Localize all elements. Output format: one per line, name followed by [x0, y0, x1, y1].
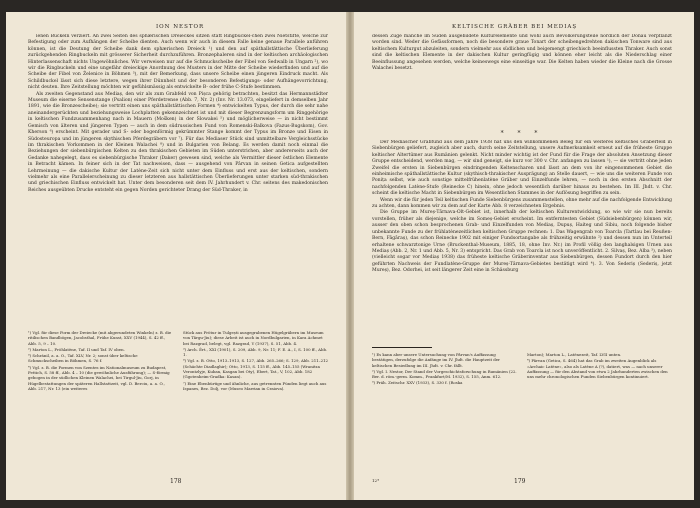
- right-main-text: [372, 140, 672, 340]
- left-page: [6, 12, 350, 500]
- page-number-left: 178: [170, 478, 182, 485]
- left-paragraph: Als zweiten Gegenstand aus Mediaș, den wir als zum Grabfeld von Pișca gehörig betrachten, besitzt das Hermannstädter Museum die eiserne Sensenstange (Psalion) einer Pferdetrense (Abb. 7, Nr. 2) (Inv. Nr. 13.073, eingeliefert in demselben Jahr 1891, wie die Bronzescheibe); sie vertritt einen uns späthallstättischen Formen ⁴) entwickelten Typus, der durch die sehr nahe aneinandergerückten und beziehungsweise Lochplatten gekennzeichnet ist und mit dieser Begrenzungsform um Ringgehörige in keltischen Fundzusammenhang nach in Mauern (Mošken) in der Slowakei ⁵) und möglicherweise — in nicht bestimmt Gemisch von älteren und jüngeren Typen — auch in dem südrussischen Fund von Romenski-Balkova (Fazus-Bugskom), Gov. Kherson ⁶) erscheint. Mit gerader und S- oder bogenförmig gekrümmter Stange kommt der Typus im Bronze und Eisen in Südosteuropa und im jüngeren skythischen Pferdegräbern vor ⁷). Für das Mediaser Stück sind unmittelbare Vergleichsstücke im thrakischen Vorkommen in der Kleinen Walachei ⁸) und in Bulgarien von Belang. Es werden damit noch einmal die Beziehungen der siebenbürgischen Kelten zu den thrakischen Gebieten im Süden unterstrichen, aber andererseits auch der Gedanke nahegelegt, dass es siebenbürgische Thraker (Daker) gewesen sind, welche als Vermittler dieser östlichen Elemente in Betracht kämen. In feiner sich in der Tat nachweisen, dass — ausgehend von Pârvan in seinen Getica aufgestellten Lehrmeinung — die dakische Kultur der Latène-Zeit sich nicht unter dem Einfluss und erst aus der keltischen, sondern vielmehr als eine Parallelerscheinung zu dieser letzteren aus hallstättischen Überlieferungen unter starken süd-thrakischen und griechischen Einfluss entwickelt hat. Unter dem besonderen seit dem IV. Jahrhundert v. Chr. seitens des makedonischen Reiches ausgeübten Drucke entsteht ein gegen Norden gerichteter Drang der Süd-Thraker, in: [28, 91, 328, 193]
- left-body-text: [28, 34, 328, 324]
- footnote: ⁶) Vgl. z. B. Otto, 1913–1913, S. 127, Abb. 265–266; S. 129, Abb. 211–212 (Schächte Diadlaghir); Otto, 1913, S. 115 ff., Abb. 145–155 (Wranitza Verontzlyje, Kuban, Kasgan bei Oty), Ebert, Tat., V, 102, Abb. 182 (Ggotenheim-Gradka: Kasan).: [183, 358, 328, 380]
- footnote: ⁷) Eine Ebenbürtige und ähnliche, aus getrennten Fünden liegt auch aus Ispanes, Bez. Dolj, vor (Museo Marrian in Craiova).: [183, 380, 327, 391]
- footnote: ²) Marton L., Fröhlatène, Taf. II und Taf. IV oben.: [28, 346, 125, 352]
- footnote: ³) Präh. Zeitschr. XXV (1933), S. 330 f. (Roska: [372, 380, 463, 386]
- page-number-right: 179: [514, 478, 526, 485]
- book-gutter: [346, 12, 354, 500]
- sheet-mark: 12*: [372, 478, 380, 483]
- footnote: Marton); Marton L., Latènezeit, Taf. LVII unten.: [527, 352, 622, 357]
- footnote: ³) Schránil, a. a. O., Taf. XLV, Nr. 2; sonst über keltische Schmuckscheiben in Böhmen, S. 76 f.: [28, 353, 138, 364]
- right-paragraph: Der Mediascher Grabfund aus dem Jahre 1938 hat uns den willkommenen Beleg für ein weiteres keltisches Gräberfeld in Siebenbürgen geliefert, zugleich aber auch, durch seine Zeitstellung, unsere Aufmerksamkeit erneut auf die früheste Gruppe keltischer Altertümer aus Rumänien gelenkt. Nicht minder wichtig ist der Fund für die Frage der absoluten Ansetzung dieser Gruppe entscheidend, werden mag, — wir sind geneigt, sie kurz vor 300 v. Chr. anfangen zu lassen ¹), — sie vertritt ohne jeden Zweifel die ersten in Siebenbürgen eindringenden Keltenscharen und lässt an dem von ihr eingenommenen Gebiet die einheimische späthallstättische Kultur (skythisch-thrakischer Ausprägung) an Stelle dauert, — wie uns die weiteren Funde von Ponița selbst, wie auch sonstige mittelfrühenlatène Gräber und Einzelfunde lehren, — noch in den ersten Abschnitt der nachfolgenden Latène-Stufe (Reinecke C) hinein, ohne jedoch wesentlich darüber hinaus zu bestehen. Im III. Jhdt. v. Chr. scheint die keltische Macht in Siebenbürgen im Wesentlichen Stammes in der Auflösung begriffen zu sein.: [372, 140, 672, 197]
- right-paragraph: Wenn wir die für jeden Teil keltischen Funde Siebenbürgens zusammenstellen, ohne mehr auf die nachfolgende Entwicklung zu achten, dann kommen wir zu dem auf der Karte Abb. 8 verzeichneten Ergebnis.: [372, 197, 672, 210]
- right-top-text: [372, 34, 672, 120]
- footnote: ⁴) Pârvan (Getica, S. 464) hat das Grab im zweiten Augenblick als »Archaic Latène«, also als Latène A (?), datiert, was — nach unserer Auffassung — für den Abstand von etwa 2 Jahrhunderten zwischen den uns mehr chronologischen Funden Siebenbürgen kontinuiert.: [527, 358, 668, 380]
- left-footnotes-col2: [183, 330, 328, 470]
- footnote: ²) Vgl. I. Nestor, Der Stand der Vorgeschichtsforschung in Rumänien (22. Ber. d. röm.-germ. Komm., Frankfurt/M. 1932), S. 155, Anm. 612.: [372, 368, 517, 380]
- footnote: ⁵) Arch. Ért., XXI (1901), S. 209, Abb. 9, Nr. 11; F. E. A., I, S. 100 ff., Abb. 1.: [183, 346, 328, 358]
- footnote-rule: [372, 347, 432, 348]
- right-paragraph: Die Gruppe im Mureș-Tărnava-Olt-Gebiet ist, innerhalb der keltischen Kulturentwicklung, so wie wir sie nun bereits vorstellen, früher als diejenige, welche im Someș-Gebiet erscheint. Im entferntesten Gebiet (Südsiebenbürgen) können wir, ausser den oben schon besprochenen Grab- und Einzelfunden von Mediaș, Dupuș, Haiteg und Sibiu, noch folgende bisher unbekannte Funde zu der frühlatènezeitlichen keltischen Gruppe rechnen: 1. Das Wagengrab von Toarcla (Tartlau bei Reußen-Bern, Fâgăraș), das schon Reinecke 1902 mit einiger Fundsortangabe als frühzeitig erwähnte ²) und dessen nun im Unterteil erhaltene schwarztonige Urne (Bruckenthal-Museum, 1885, 18, ohne Inv. Nr.) im Profil völlig den langhalsigen Urnen aus Mediaș (Abb. 2, Nr. 1 und Abb. 5, Nr. 3) entspricht. Das Grab von Toarcla ist noch unveröffentlicht. 2. Silvaș, Bez. Alba ³), neben (vielleicht sogar vor Mediaș 1938) das früheste keltische Gräberinventar aus Siebenbürgen, dessen Fundort durch den hier geführten Nachweis der Fundlatène-Gruppe der Mureș-Tărnava-Gebietes bestätigt wird ⁴). 3. Von Sederiș (Sederiș, jetzt Mureș), Bez. Odorhei, ist seit längerer Zeit eine in Schässburg: [372, 210, 672, 274]
- footnote: ¹) Es kann aber unsere Untersuchung von Pârvan's Auffassung bestätigen, derzufolge die Anfänge im IV. Jhdt. die Hauptzeit der keltischen Besiedlung im III. Jhdt. v. Chr. fällt.: [372, 352, 500, 368]
- footnote: ⁴) Vgl. z. B. die Formen von Szentes im Nationalmuseum zu Budapest, Fettich, S. 58 ff., Abb. 4 – 10 (die gewöhnliche Ausführung); — S-förmig gebogen in der südlichen Kleinen Walachei, bei Tirgul-Jiu, Gorj, in Hügelbestattungen der späteren Hallstattzeit, vgl. D. Berciu, a. a. O., Abb. 217, Nr. 13 (ein weiteres: [28, 364, 170, 391]
- running-header-right: KELTISCHE GRÄBER BEI MEDIAȘ: [452, 24, 578, 30]
- section-divider-stars: * * *: [500, 130, 544, 137]
- right-paragraph: dessen Zuge manche im Süden ausgebildete Kulturelemente und wohl auch Bevölkerungsteile nördlich der Donau verpflanzt worden sind. Weder die Gefässformen, noch die besondere graue Tonart der scheibengedrehten dakischen Tonware sind aus keltischem Kulturgut abzuleiten, sondern vielmehr aus südlichen und beigemengt griechisch beeinflussten Thraker. Auch sonst sind die keltischen Elemente in der dakischen Kultur geringfügig und können eher leicht als die Niederschlag einer Beeinflussung angesehen werden, welche keineswegs eine einseitige war. Die Kelten haben wieder die Kleine nach die Grosse Walachei besetzt.: [372, 34, 672, 72]
- right-footnotes-col2: [527, 352, 672, 462]
- right-footnotes-col1: [372, 352, 517, 462]
- left-paragraph: lenen Buckeln verziert. An zwei Seiten des sphærischen Dreieckes sitzen statt Ringbuckel-chen zwei Nietstifte, welche zur Befestigung oder zum Aufhängen der Scheibe dienten. Auch wenn wir auch in diesem Falle keine genaue Parallele anführen können, ist die Deutung der Scheibe dank dem sphærischen Dreieck ¹) und den auf späthallstättische Überlieferung zurückgehenden Ringbuckeln mit grösserer Sicherheit durchzuführen. Bronzephaleren sind in der keltischen archäologischen Hinterlassenschaft nichts Ungewöhnliches. Wir verweisen nur auf die Schmuckscheibe der Fibel von Sedwalb in Ungarn ²), wo wir die Ringbuckeln und eine ungefähr dreieckige Anordnung des Musters in der Mitte der Scheibe wiederfinden und auf die Scheibe der Fibel von Želenice in Böhmen ³), mit der Bemerkung, dass unsere Scheibe einen jüngeren Eindruck macht. Als Schildbuckel lässt sich diese letztere, wegen ihrer Dünnheit und der besonderen Befestigungs- oder Aufhängevorrichtung, nicht deuten. Ihre Zeitstellung möchten wir gefühlsmässig als entwickelte B- oder frühe C-Stufe bestimmen.: [28, 34, 328, 91]
- running-header-left: ION NESTOR: [156, 24, 205, 30]
- footnote: ¹) Vgl. für diese Form der Dreiecke (mit abgerundeten Winkeln) z. B. die ritilischen Bandbögen, Jacobsthal, Frühe Kunst, XXV (1944), S. 42 ff., Abb. 5, 9 – 10.: [28, 330, 172, 346]
- footnote: Stück aus Frötur in Tulgești ausgegrabenen Hügelgräbern im Museum von Târgu-Jiu); diese Arbeit ist auch in Nordbulgarien, in Kara Achmet bei Razgrad, belegt, vgl. Razgrad, Y (1937), S. 51, Abb. 4.: [183, 330, 324, 346]
- left-footnotes-col1: [28, 330, 173, 470]
- right-page: [350, 12, 694, 500]
